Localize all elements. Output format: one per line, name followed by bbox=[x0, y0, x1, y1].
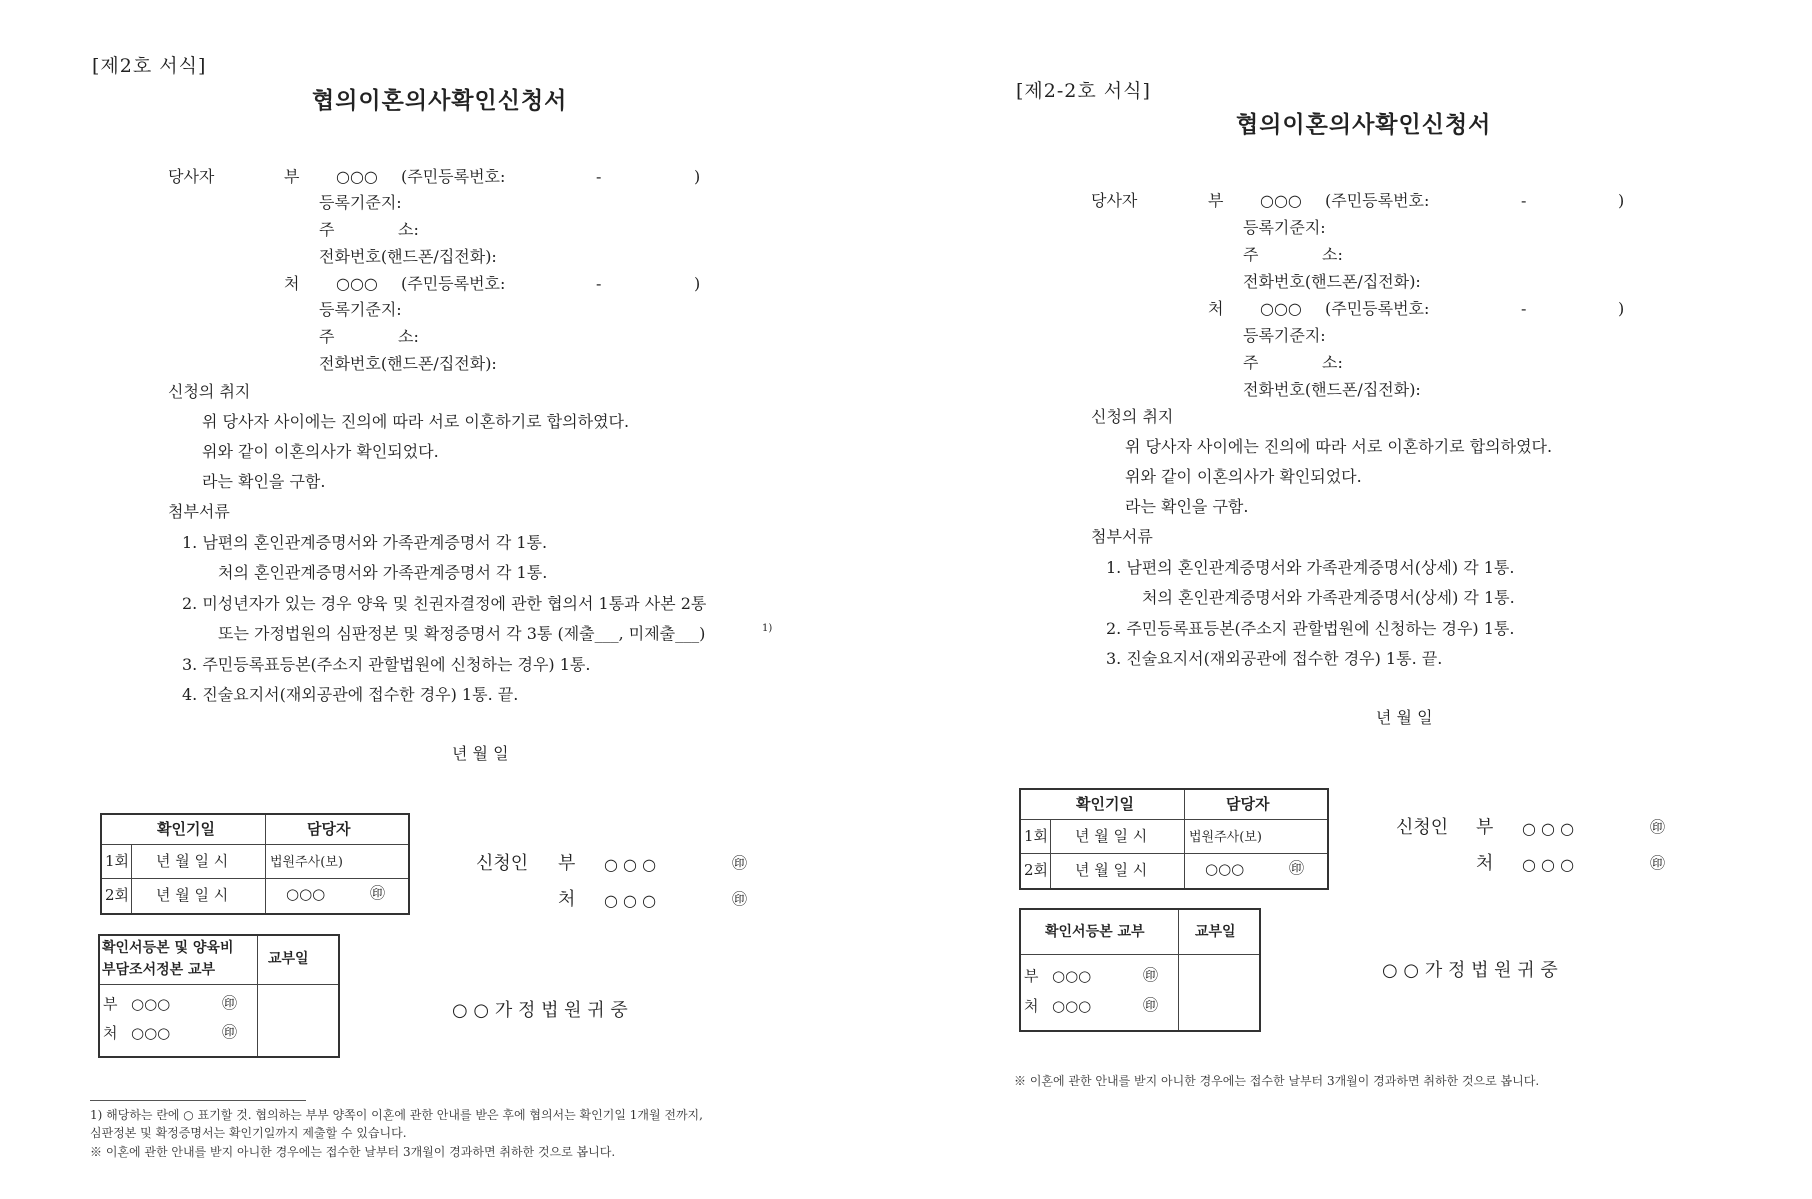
attachment-item: 3. 주민등록표등본(주소지 관할법원에 신청하는 경우) 1통. bbox=[182, 655, 591, 674]
wife-addr-a: 주 bbox=[1243, 353, 1259, 372]
attachment-item: 2. 주민등록표등본(주소지 관할법원에 신청하는 경우) 1통. bbox=[1106, 619, 1515, 638]
purpose-line: 라는 확인을 구함. bbox=[202, 472, 326, 491]
form-title: 협의이혼의사확인신청서 bbox=[312, 87, 568, 114]
wife-addr-a: 주 bbox=[319, 327, 335, 346]
attachment-item: 처의 혼인관계증명서와 가족관계증명서(상세) 각 1통. bbox=[1142, 588, 1515, 607]
delivery-role: 부 bbox=[1024, 967, 1039, 985]
confirm-date-cell: 년 월 일 시 bbox=[156, 852, 229, 870]
wife-rrn-close: ) bbox=[694, 274, 701, 293]
confirm-date-header: 확인기일 bbox=[1076, 795, 1134, 813]
purpose-heading: 신청의 취지 bbox=[1091, 407, 1174, 426]
wife-rrn-close: ) bbox=[1618, 299, 1625, 318]
purpose-heading: 신청의 취지 bbox=[168, 382, 251, 401]
attachment-item: 4. 진술요지서(재외공관에 접수한 경우) 1통. 끝. bbox=[182, 685, 519, 704]
applicant-label: 신청인 bbox=[1396, 817, 1449, 838]
staff-header: 담당자 bbox=[1226, 795, 1270, 813]
delivery-role: 처 bbox=[103, 1024, 118, 1042]
seal-mark: ㊞ bbox=[1143, 966, 1159, 984]
wife-name: ○○○ bbox=[1260, 299, 1302, 318]
footnote-text: ※ 이혼에 관한 안내를 받지 아니한 경우에는 접수한 날부터 3개월이 경과하면 취하한 것으로 봅니다. bbox=[1014, 1074, 1540, 1088]
delivery-name: ○○○ bbox=[1052, 997, 1092, 1015]
purpose-line: 위와 같이 이혼의사가 확인되었다. bbox=[202, 442, 439, 461]
applicant-husband-name: ○ ○ ○ bbox=[604, 855, 657, 874]
footnote-text: 1) 해당하는 란에 ○ 표기할 것. 협의하는 부부 양쪽이 이혼에 관한 안내를 받은 후에 협의서는 확인기일 1개월 전까지, bbox=[90, 1108, 703, 1122]
husband-rrn-label: (주민등록번호: bbox=[401, 167, 506, 186]
confirm-date-table bbox=[1019, 788, 1329, 890]
form-tag: [제2-2호 서식] bbox=[1016, 80, 1151, 102]
confirm-date-cell: 년 월 일 시 bbox=[156, 886, 229, 904]
delivery-role: 부 bbox=[103, 995, 118, 1013]
delivery-header: 부담조서정본 교부 bbox=[102, 962, 216, 978]
husband-reg-base: 등록기준지: bbox=[319, 193, 402, 212]
applicant-wife-role: 처 bbox=[558, 889, 576, 910]
husband-role: 부 bbox=[1208, 191, 1224, 210]
applicant-husband-name: ○ ○ ○ bbox=[1522, 819, 1575, 838]
husband-name: ○○○ bbox=[1260, 191, 1302, 210]
wife-rrn-label: (주민등록번호: bbox=[1325, 299, 1430, 318]
seal-mark: ㊞ bbox=[1289, 859, 1305, 877]
attachment-item: 1. 남편의 혼인관계증명서와 가족관계증명서 각 1통. bbox=[182, 533, 548, 552]
date-line: 년 월 일 bbox=[1376, 708, 1433, 727]
wife-rrn-label: (주민등록번호: bbox=[401, 274, 506, 293]
delivery-date-header: 교부일 bbox=[1195, 924, 1236, 940]
form-tag: [제2호 서식] bbox=[92, 55, 207, 77]
delivery-table bbox=[98, 934, 340, 1058]
attachment-item: 1. 남편의 혼인관계증명서와 가족관계증명서(상세) 각 1통. bbox=[1106, 558, 1515, 577]
applicant-husband-role: 부 bbox=[1476, 817, 1494, 838]
staff-cell: 법원주사(보) bbox=[1189, 830, 1262, 845]
party-label: 당사자 bbox=[168, 167, 215, 186]
seal-mark: ㊞ bbox=[370, 884, 386, 902]
wife-rrn-dash: - bbox=[596, 274, 602, 293]
husband-reg-base: 등록기준지: bbox=[1243, 218, 1326, 237]
wife-phone: 전화번호(핸드폰/집전화): bbox=[1243, 380, 1421, 399]
row-number: 1회 bbox=[105, 852, 130, 870]
delivery-table bbox=[1019, 908, 1261, 1032]
purpose-line: 라는 확인을 구함. bbox=[1125, 497, 1249, 516]
confirm-date-header: 확인기일 bbox=[157, 820, 215, 838]
husband-rrn-dash: - bbox=[1521, 191, 1527, 210]
applicant-wife-role: 처 bbox=[1476, 853, 1494, 874]
husband-phone: 전화번호(핸드폰/집전화): bbox=[319, 247, 497, 266]
husband-rrn-dash: - bbox=[596, 167, 602, 186]
confirm-date-cell: 년 월 일 시 bbox=[1075, 861, 1148, 879]
seal-mark: ㊞ bbox=[222, 1023, 238, 1041]
wife-reg-base: 등록기준지: bbox=[319, 300, 402, 319]
purpose-line: 위 당사자 사이에는 진의에 따라 서로 이혼하기로 합의하였다. bbox=[1125, 437, 1553, 456]
delivery-header: 확인서등본 및 양육비 bbox=[102, 940, 234, 956]
wife-role: 처 bbox=[284, 274, 300, 293]
wife-phone: 전화번호(핸드폰/집전화): bbox=[319, 354, 497, 373]
seal-mark: ㊞ bbox=[1650, 818, 1666, 836]
form-title: 협의이혼의사확인신청서 bbox=[1236, 111, 1492, 138]
purpose-line: 위와 같이 이혼의사가 확인되었다. bbox=[1125, 467, 1362, 486]
delivery-header: 확인서등본 교부 bbox=[1045, 924, 1145, 940]
attachment-item: 또는 가정법원의 심판정본 및 확정증명서 각 3통 (제출___, 미제출___) bbox=[218, 624, 706, 643]
seal-mark: ㊞ bbox=[222, 994, 238, 1012]
attachment-item: 3. 진술요지서(재외공관에 접수한 경우) 1통. 끝. bbox=[1106, 649, 1443, 668]
staff-header: 담당자 bbox=[307, 820, 351, 838]
husband-addr-b: 소: bbox=[1322, 245, 1343, 264]
footnote-marker: 1) bbox=[762, 623, 773, 634]
row-number: 1회 bbox=[1024, 827, 1049, 845]
footnote-divider bbox=[90, 1100, 306, 1101]
applicant-wife-name: ○ ○ ○ bbox=[1522, 855, 1575, 874]
husband-rrn-label: (주민등록번호: bbox=[1325, 191, 1430, 210]
party-label: 당사자 bbox=[1091, 191, 1138, 210]
attachments-heading: 첨부서류 bbox=[168, 502, 230, 521]
husband-addr-a: 주 bbox=[1243, 245, 1259, 264]
row-number: 2회 bbox=[105, 886, 130, 904]
attachments-heading: 첨부서류 bbox=[1091, 527, 1153, 546]
applicant-wife-name: ○ ○ ○ bbox=[604, 891, 657, 910]
husband-rrn-close: ) bbox=[694, 167, 701, 186]
husband-name: ○○○ bbox=[336, 167, 378, 186]
footnote-text: ※ 이혼에 관한 안내를 받지 아니한 경우에는 접수한 날부터 3개월이 경과하면 취하한 것으로 봅니다. bbox=[90, 1145, 616, 1159]
confirm-date-table bbox=[100, 813, 410, 915]
seal-mark: ㊞ bbox=[732, 890, 748, 908]
wife-reg-base: 등록기준지: bbox=[1243, 326, 1326, 345]
applicant-label: 신청인 bbox=[476, 853, 529, 874]
row-number: 2회 bbox=[1024, 861, 1049, 879]
husband-addr-a: 주 bbox=[319, 220, 335, 239]
delivery-role: 처 bbox=[1024, 997, 1039, 1015]
date-line: 년 월 일 bbox=[452, 744, 509, 763]
staff-cell: 법원주사(보) bbox=[270, 855, 343, 870]
staff-cell: ○○○ bbox=[1205, 860, 1245, 878]
attachment-item: 2. 미성년자가 있는 경우 양육 및 친권자결정에 관한 협의서 1통과 사본 2통 bbox=[182, 594, 707, 613]
wife-addr-b: 소: bbox=[398, 327, 419, 346]
wife-name: ○○○ bbox=[336, 274, 378, 293]
court-addressee: ○ ○ 가 정 법 원 귀 중 bbox=[1382, 960, 1558, 981]
seal-mark: ㊞ bbox=[732, 854, 748, 872]
husband-rrn-close: ) bbox=[1618, 191, 1625, 210]
delivery-date-header: 교부일 bbox=[268, 951, 309, 967]
wife-rrn-dash: - bbox=[1521, 299, 1527, 318]
purpose-line: 위 당사자 사이에는 진의에 따라 서로 이혼하기로 합의하였다. bbox=[202, 412, 630, 431]
attachment-item: 처의 혼인관계증명서와 가족관계증명서 각 1통. bbox=[218, 563, 548, 582]
delivery-name: ○○○ bbox=[131, 1024, 171, 1042]
confirm-date-cell: 년 월 일 시 bbox=[1075, 827, 1148, 845]
delivery-name: ○○○ bbox=[131, 995, 171, 1013]
husband-addr-b: 소: bbox=[398, 220, 419, 239]
seal-mark: ㊞ bbox=[1143, 996, 1159, 1014]
staff-cell: ○○○ bbox=[286, 885, 326, 903]
wife-addr-b: 소: bbox=[1322, 353, 1343, 372]
delivery-name: ○○○ bbox=[1052, 967, 1092, 985]
court-addressee: ○ ○ 가 정 법 원 귀 중 bbox=[452, 1000, 628, 1021]
applicant-husband-role: 부 bbox=[558, 853, 576, 874]
seal-mark: ㊞ bbox=[1650, 854, 1666, 872]
husband-role: 부 bbox=[284, 167, 300, 186]
husband-phone: 전화번호(핸드폰/집전화): bbox=[1243, 272, 1421, 291]
wife-role: 처 bbox=[1208, 299, 1224, 318]
footnote-text: 심판정본 및 확정증명서는 확인기일까지 제출할 수 있습니다. bbox=[90, 1126, 407, 1140]
form-2-2-page bbox=[906, 0, 1812, 1199]
